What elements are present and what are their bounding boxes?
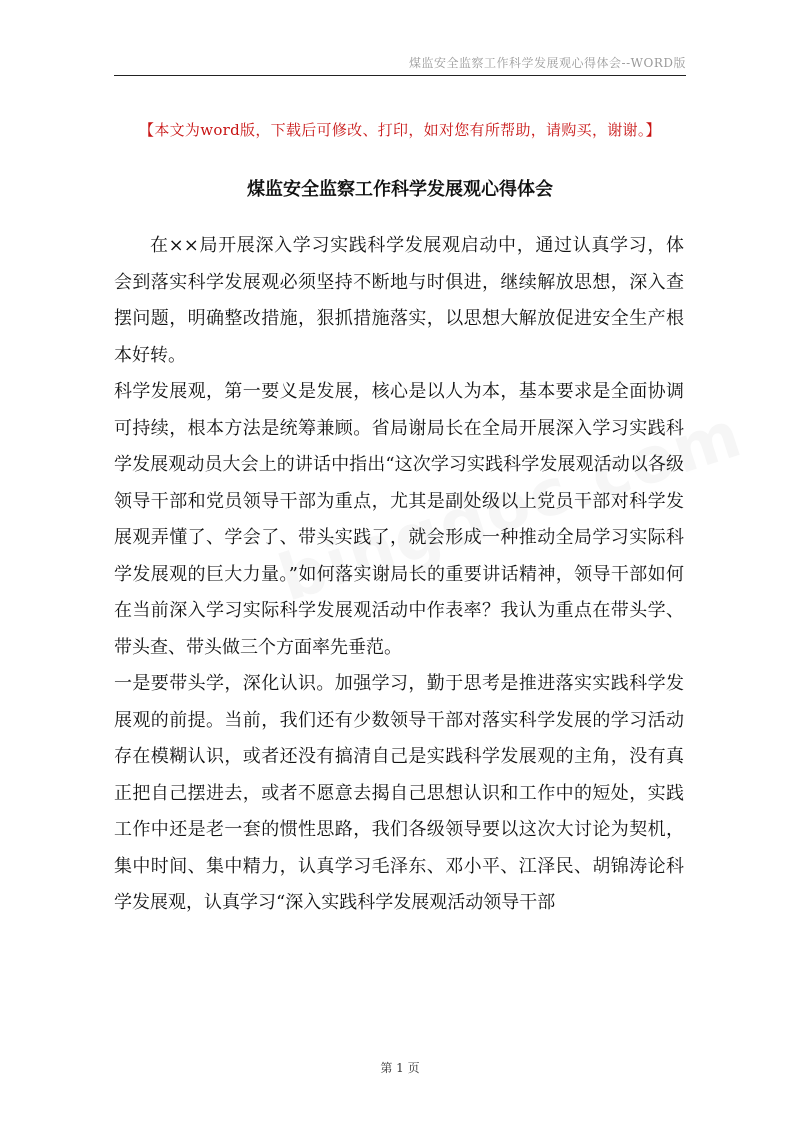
paragraph-intro: 在××局开展深入学习实践科学发展观启动中，通过认真学习，体会到落实科学发展观必须坚持不断地与时俱进，继续解放思想，深入查摆问题，明确整改措施，狠抓措施落实，以思想大解放促进安全生产根本好转。 — [114, 235, 684, 366]
paragraph-scientific-outlook: 科学发展观，第一要义是发展，核心是以人为本，基本要求是全面协调可持续，根本方法是统筹兼顾。省局谢局长在全局开展深入学习实践科学发展观动员大会上的讲话中指出“这次学习实践科学发展观活动以各级领导干部和党员领导干部为重点，尤其是副处级以上党员干部对科学发展观弄懂了、学会了、带头实践了，就会形成一种推动全局学习实际科学发展观的巨大力量。”如何落实谢局长的重要讲话精神，领导干部如何在当前深入学习实际科学发展观活动中作表率？我认为重点在带头学、带头查、带头做三个方面率先垂范。 — [114, 381, 684, 658]
document-title: 煤监安全监察工作科学发展观心得体会 — [247, 179, 553, 200]
page-number: 第 1 页 — [380, 1061, 420, 1075]
paragraph-lead-by-study: 一是要带头学，深化认识。加强学习，勤于思考是推进落实实践科学发展观的前提。当前，我们还有少数领导干部对落实科学发展的学习活动存在模糊认识，或者还没有搞清自己是实践科学发展观的主角，没有真正把自己摆进去，或者不愿意去揭自己思想认识和工作中的短处，实践工作中还是老一套的惯性思路，我们各级领导要以这次大讨论为契机，集中时间、集中精力，认真学习毛泽东、邓小平、江泽民、胡锦涛论科学发展观，认真学习“深入实践科学发展观活动领导干部 — [114, 673, 684, 913]
document-body — [114, 228, 684, 922]
header-divider — [114, 75, 686, 76]
running-header-title: 煤监安全监察工作科学发展观心得体会--WORD版 — [409, 56, 686, 70]
purchase-notice: 【本文为word版，下载后可修改、打印，如对您有所帮助，请购买，谢谢。】 — [139, 121, 661, 139]
